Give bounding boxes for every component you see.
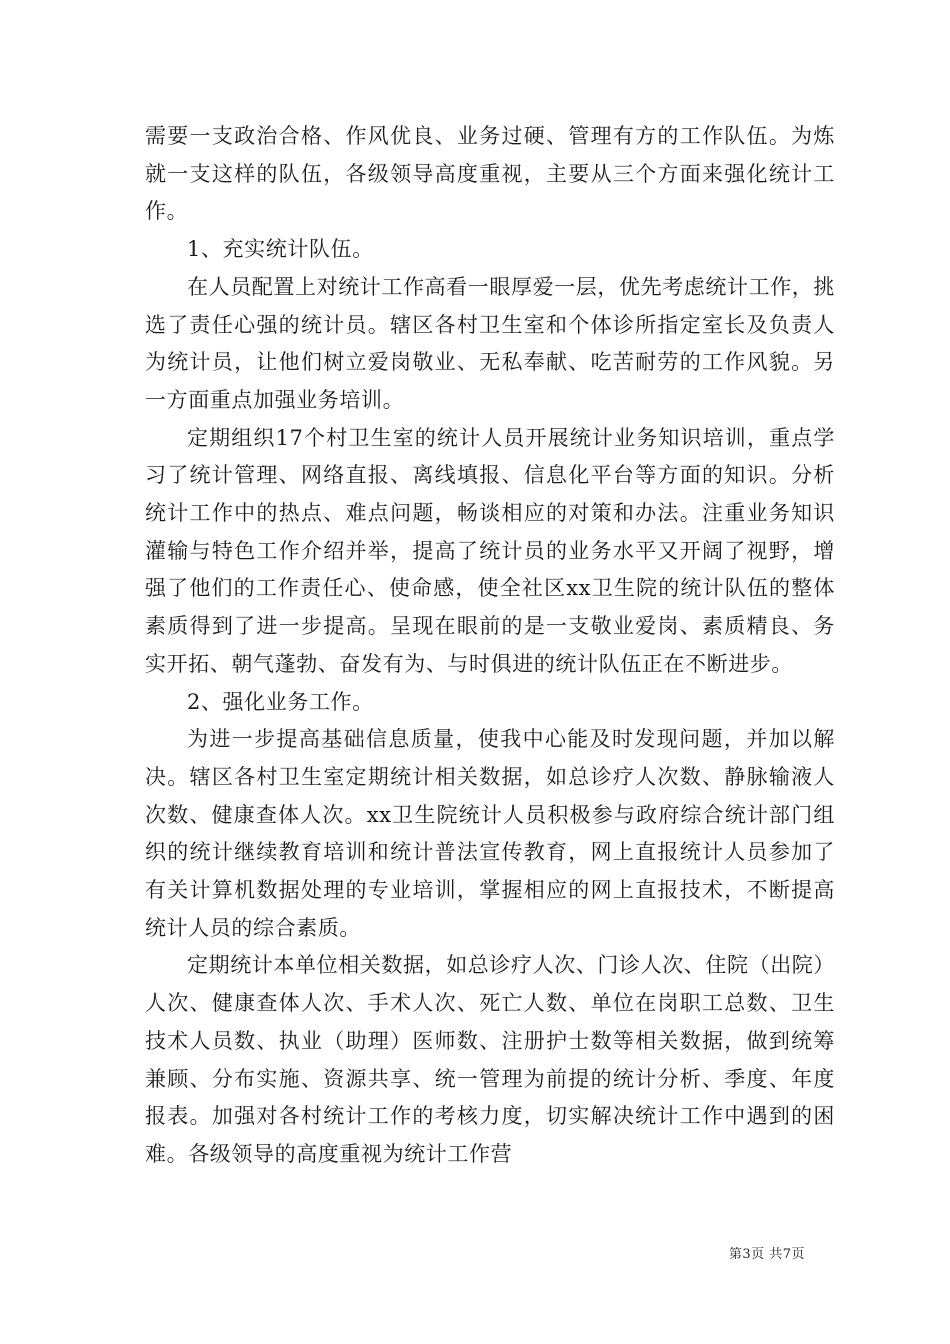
paragraph-training: 定期组织17个村卫生室的统计人员开展统计业务知识培训，重点学习了统计管理、网络直报、离线填报、信息化平台等方面的知识。分析统计工作中的热点、难点问题，畅谈相应的对策和办法。注重业务知识灌输与特色工作介绍并举，提高了统计员的业务水平又开阔了视野，增强了他们的工作责任心、使命感，使全社区xx卫生院的统计队伍的整体素质得到了进一步提高。呈现在眼前的是一支敬业爱岗、素质精良、务实开拓、朝气蓬勃、奋发有为、与时俱进的统计队伍正在不断进步。 [145,425,835,676]
document-body [145,118,835,1174]
page-number: 第3页 共7页 [728,1247,805,1262]
heading-enrich-team: 1、充实统计队伍。 [187,237,374,262]
paragraph-regular-statistics: 定期统计本单位相关数据，如总诊疗人次、门诊人次、住院（出院）人次、健康查体人次、手术人次、死亡人数、单位在岗职工总数、卫生技术人员数、执业（助理）医师数、注册护士数等相关数据，做到统筹兼顾、分布实施、资源共享、统一管理为前提的统计分析、季度、年度报表。加强对各村统计工作的考核力度，切实解决统计工作中遇到的困难。各级领导的高度重视为统计工作营 [145,953,835,1166]
paragraph-team-intro: 需要一支政治合格、作风优良、业务过硬、管理有方的工作队伍。为炼就一支这样的队伍，各级领导高度重视，主要从三个方面来强化统计工作。 [145,124,835,224]
heading-strengthen-work: 2、强化业务工作。 [187,689,374,714]
paragraph-staffing: 在人员配置上对统计工作高看一眼厚爱一层，优先考虑统计工作，挑选了责任心强的统计员。辖区各村卫生室和个体诊所指定室长及负责人为统计员，让他们树立爱岗敬业、无私奉献、吃苦耐劳的工作风貌。另一方面重点加强业务培训。 [145,274,835,412]
paragraph-data-quality: 为进一步提高基础信息质量，使我中心能及时发现问题，并加以解决。辖区各村卫生室定期统计相关数据，如总诊疗人次数、静脉输液人次数、健康查体人次。xx卫生院统计人员积极参与政府综合统计部门组织的统计继续教育培训和统计普法宣传教育，网上直报统计人员参加了有关计算机数据处理的专业培训，掌握相应的网上直报技术，不断提高统计人员的综合素质。 [145,727,835,940]
